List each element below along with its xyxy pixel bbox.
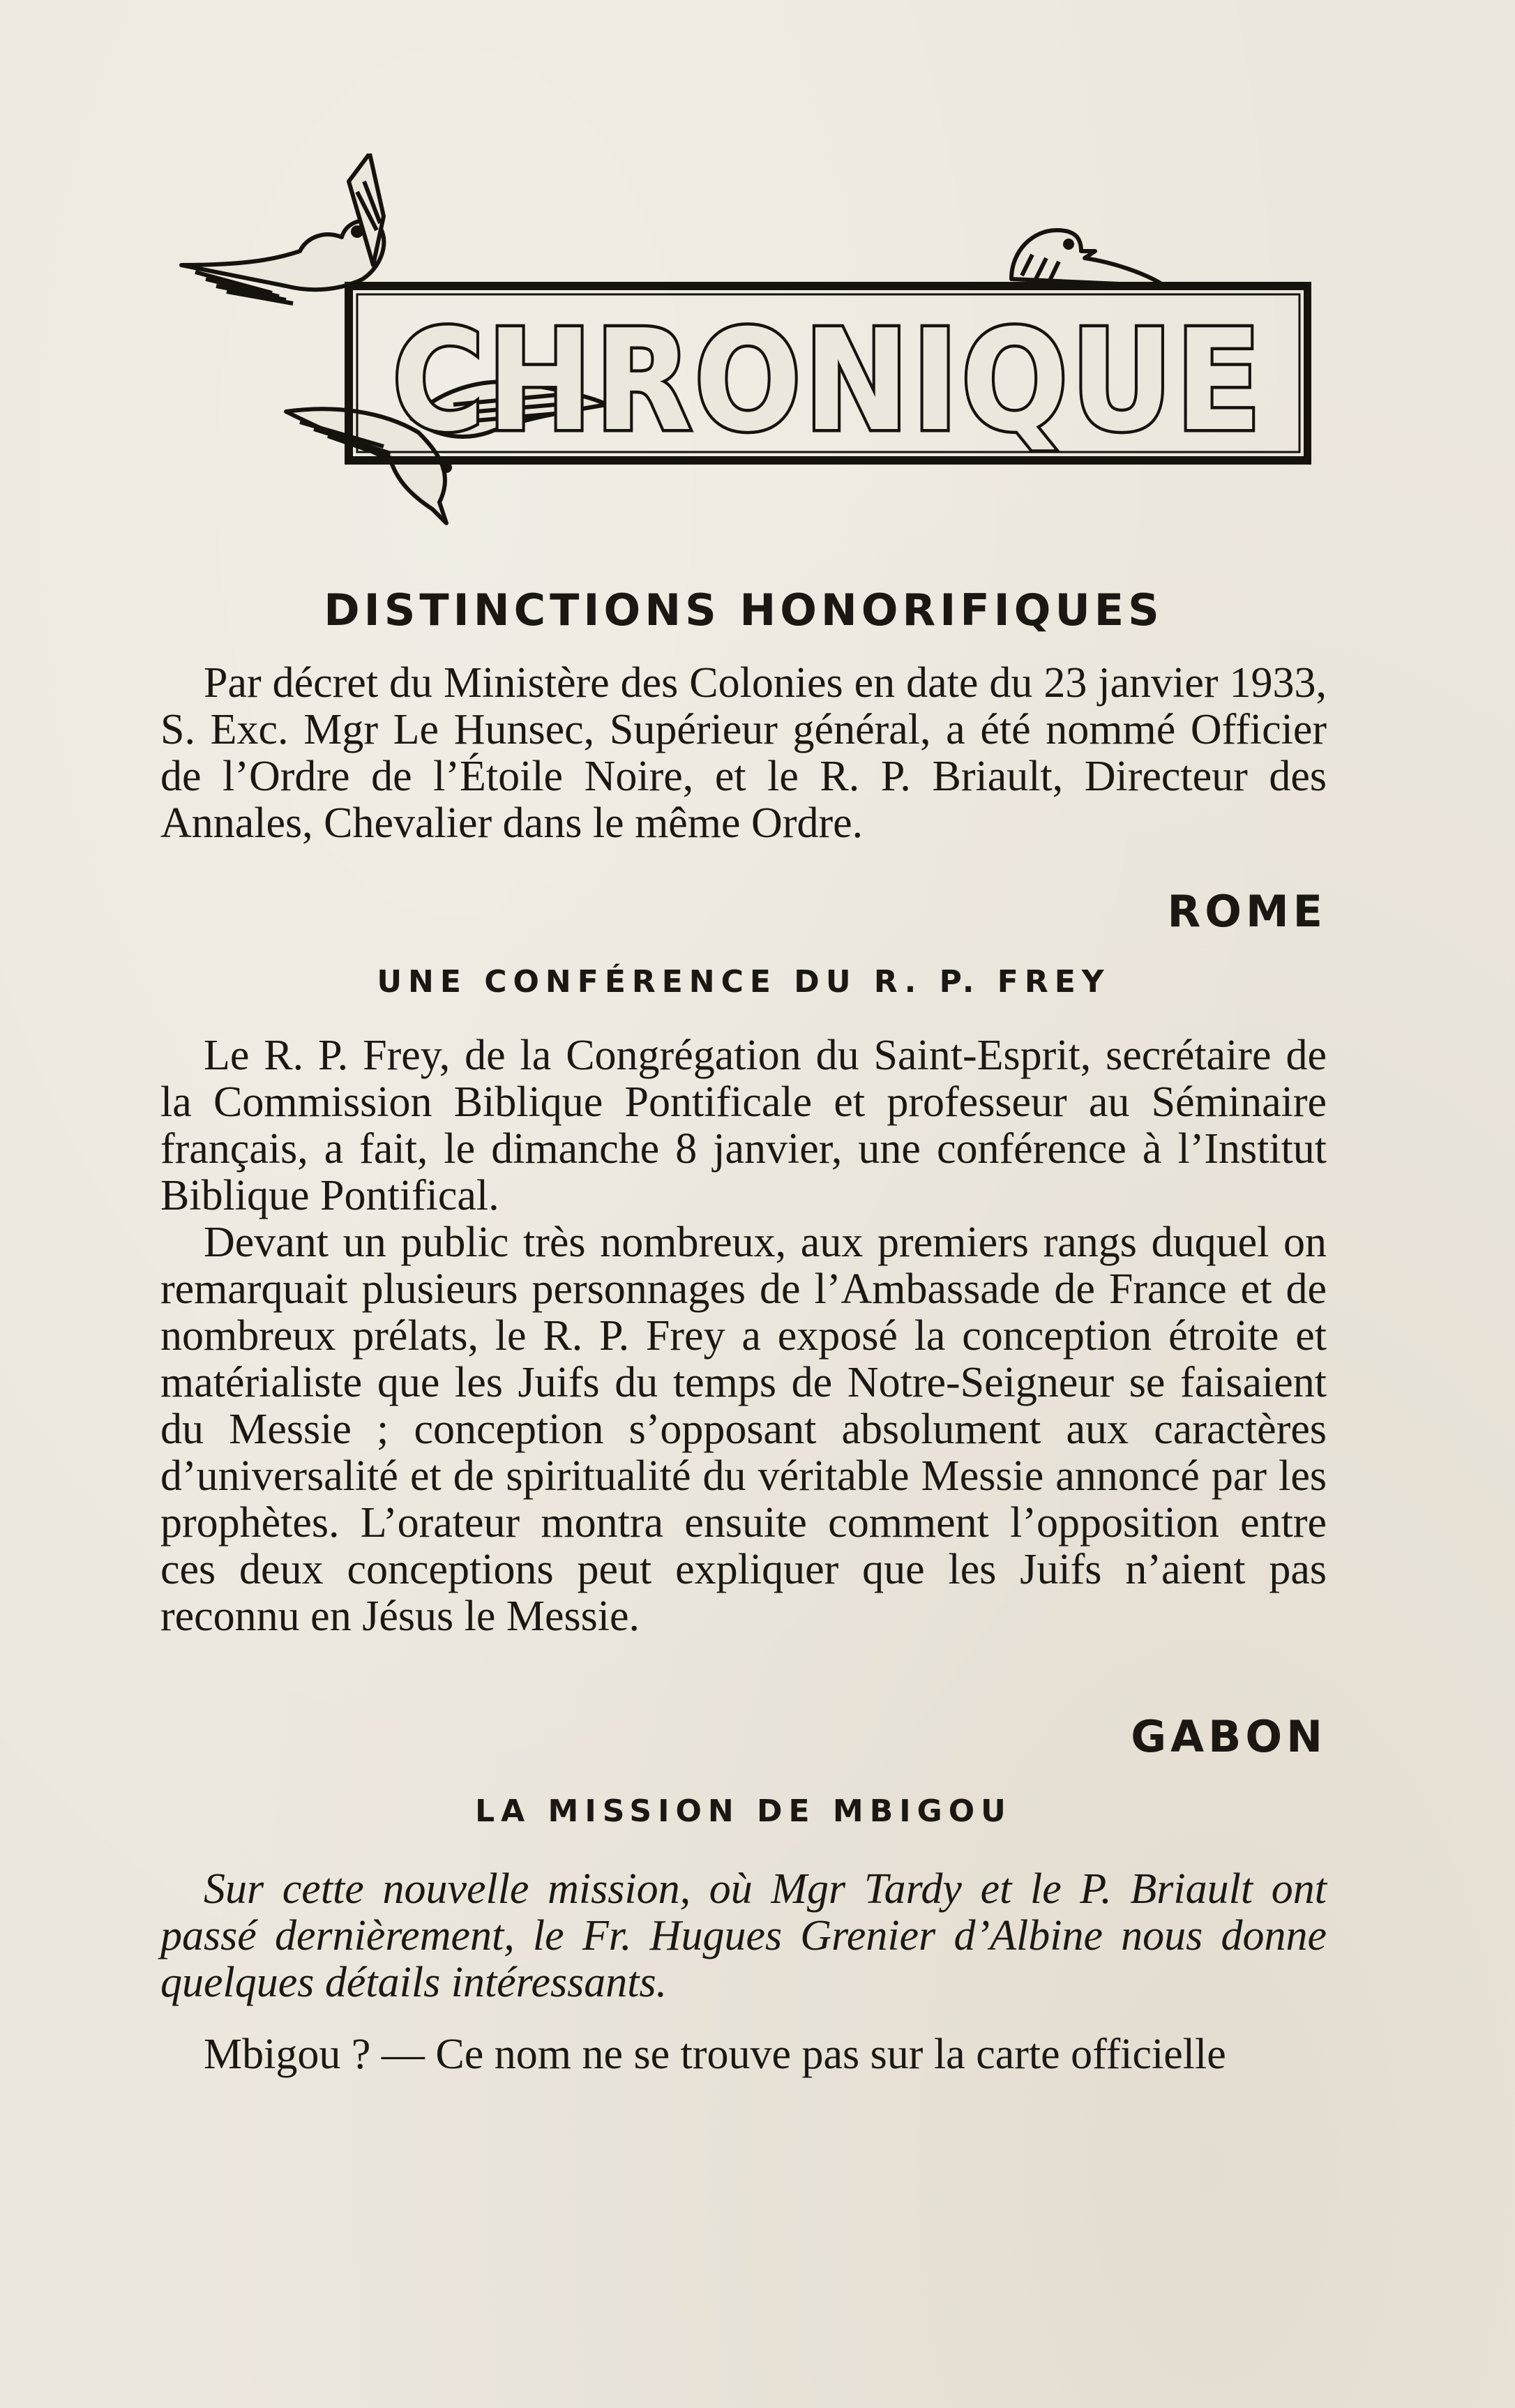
section-title-rome: ROME — [1167, 886, 1327, 937]
bird-right-icon — [1011, 230, 1165, 286]
paragraph-rome-1: Le R. P. Frey, de la Congrégation du Saint-Esprit, secrétaire de la Commission Biblique Pontificale et professeur au Séminaire français, a fait, le dimanche 8 janvier, une conférence à l’Institut Biblique Pontifical. — [160, 1032, 1327, 1219]
subtitle-rome: UNE CONFÉRENCE DU R. P. FREY — [377, 964, 1110, 1000]
paragraph-rome-2: Devant un public très nombreux, aux premiers rangs duquel on remarquait plusieurs personnages de l’Ambassade de France et de nombreux prélats, le R. P. Frey a exposé la conception étroite et matérialiste que les Juifs du temps de Notre-Seigneur se faisaient du Messie ; conception s’opposant absolument aux caractères d’universalité et de spiritualité du véritable Messie annoncé par les prophètes. L’orateur montra ensuite comment l’opposition entre ces deux conceptions peut expliquer que les Juifs n’aient pas reconnu en Jésus le Messie. — [160, 1219, 1327, 1640]
chronique-logo-text: CHRONIQUE — [392, 300, 1264, 462]
paragraph-gabon-1: Mbigou ? — Ce nom ne se trouve pas sur la carte officielle — [204, 2031, 1226, 2078]
subtitle-gabon: LA MISSION DE MBIGOU — [475, 1793, 1012, 1829]
chronique-header — [174, 153, 1311, 530]
paragraph-gabon-intro: Sur cette nouvelle mission, où Mgr Tardy et le P. Briault ont passé dernièrement, le Fr. Hugues Grenier d’Albine nous donne quelques détails intéressants. — [160, 1865, 1327, 2006]
section-title-distinctions: DISTINCTIONS HONORIFIQUES — [324, 585, 1163, 635]
main-content — [160, 579, 1327, 2078]
section-title-gabon: GABON — [1131, 1711, 1327, 1762]
bird-left-icon — [181, 153, 384, 303]
paragraph-distinctions: Par décret du Ministère des Colonies en date du 23 janvier 1933, S. Exc. Mgr Le Hunsec, Supérieur général, a été nommé Officier de l’Ordre de l’Étoile Noire, et le R. P. Briault, Directeur des Annales, Chevalier dans le même Ordre. — [160, 659, 1327, 847]
